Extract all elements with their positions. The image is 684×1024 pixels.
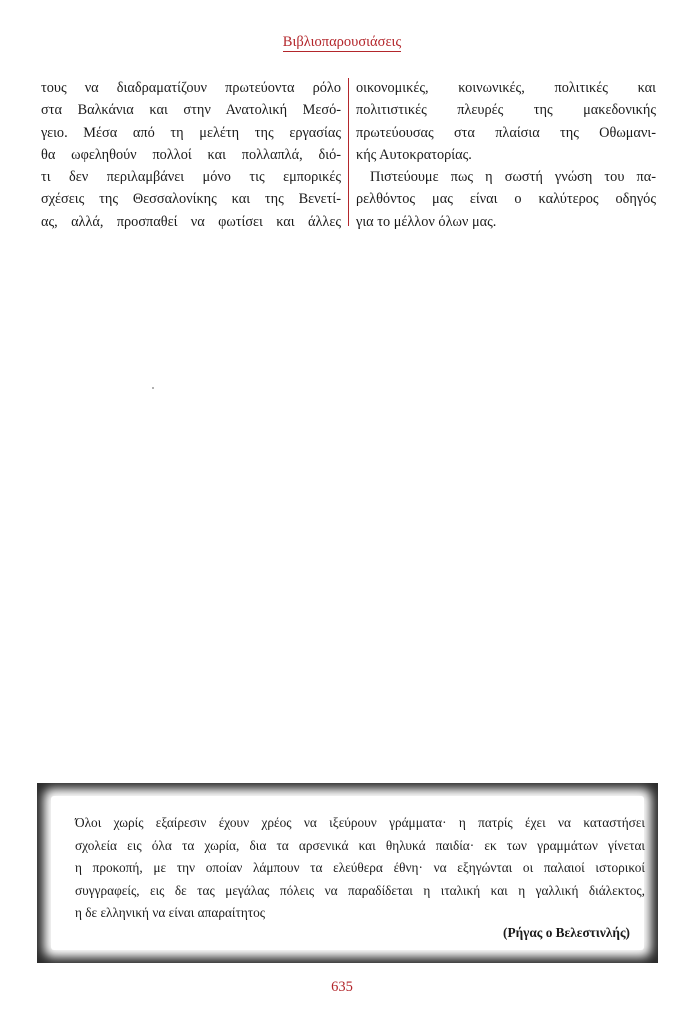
quote-line: η δε ελληνική να είναι απαραίτητος	[75, 905, 266, 920]
scan-speck	[152, 387, 154, 389]
quote-author: (Ρήγας ο Βελεστινλής)	[503, 925, 630, 940]
text-line: πρωτεύουσας στα πλαίσια της Οθωμανι-	[356, 124, 656, 141]
text-line: θα ωφεληθούν πολλοί και πολλαπλά, διό-	[41, 146, 341, 163]
quote-panel	[51, 796, 644, 950]
text-line: για το μέλλον όλων μας.	[356, 213, 497, 230]
text-line: ρελθόντος μας είναι ο καλύτερος οδηγός	[356, 191, 656, 208]
quote-line: η προκοπή, με την οποίαν λάμπουν τα ελεύθερα έθνη· να εξηγώνται οι παλαιοί ιστορικοί	[75, 860, 645, 875]
left-column	[41, 77, 341, 233]
text-line: τι δεν περιλαμβάνει μόνο τις εμπορικές	[41, 169, 341, 186]
text-line: στα Βαλκάνια και στην Ανατολική Μεσό-	[41, 102, 341, 119]
running-header	[0, 34, 684, 51]
quote-line: συγγραφείς, εις δε τας μεγάλας πόλεις να παραδίδεται η ιταλική και η γαλλική διάλεκτος,	[75, 882, 645, 898]
text-line: κής Αυτοκρατορίας.	[356, 146, 472, 163]
quote-line: Όλοι χωρίς εξαίρεσιν έχουν χρέος να ιξεύρουν γράμματα· η πατρίς έχει να καταστήσει	[75, 815, 645, 830]
quote-text	[75, 812, 645, 925]
right-column	[356, 77, 656, 233]
quote-box	[37, 783, 658, 963]
text-line: πολιτιστικές πλευρές της μακεδονικής	[356, 102, 656, 119]
page-number: 635	[331, 979, 353, 995]
column-divider	[348, 78, 349, 226]
text-line: ας, αλλά, προσπαθεί να φωτίσει και άλλες	[41, 213, 341, 230]
text-line: Πιστεύουμε πως η σωστή γνώση του πα-	[370, 169, 656, 186]
section-title: Βιβλιοπαρουσιάσεις	[282, 34, 402, 50]
text-line: γειο. Μέσα από τη μελέτη της εργασίας	[41, 124, 341, 141]
quote-line: σχολεία εις όλα τα χωρία, δια τα αρσενικά και θηλυκά παιδία· εκ των γραμμάτων γίνεται	[75, 837, 645, 853]
text-line: οικονομικές, κοινωνικές, πολιτικές και	[356, 80, 656, 96]
text-line: σχέσεις της Θεσσαλονίκης και της Βενετί-	[41, 191, 341, 208]
text-line: τους να διαδραματίζουν πρωτεύοντα ρόλο	[41, 80, 341, 96]
